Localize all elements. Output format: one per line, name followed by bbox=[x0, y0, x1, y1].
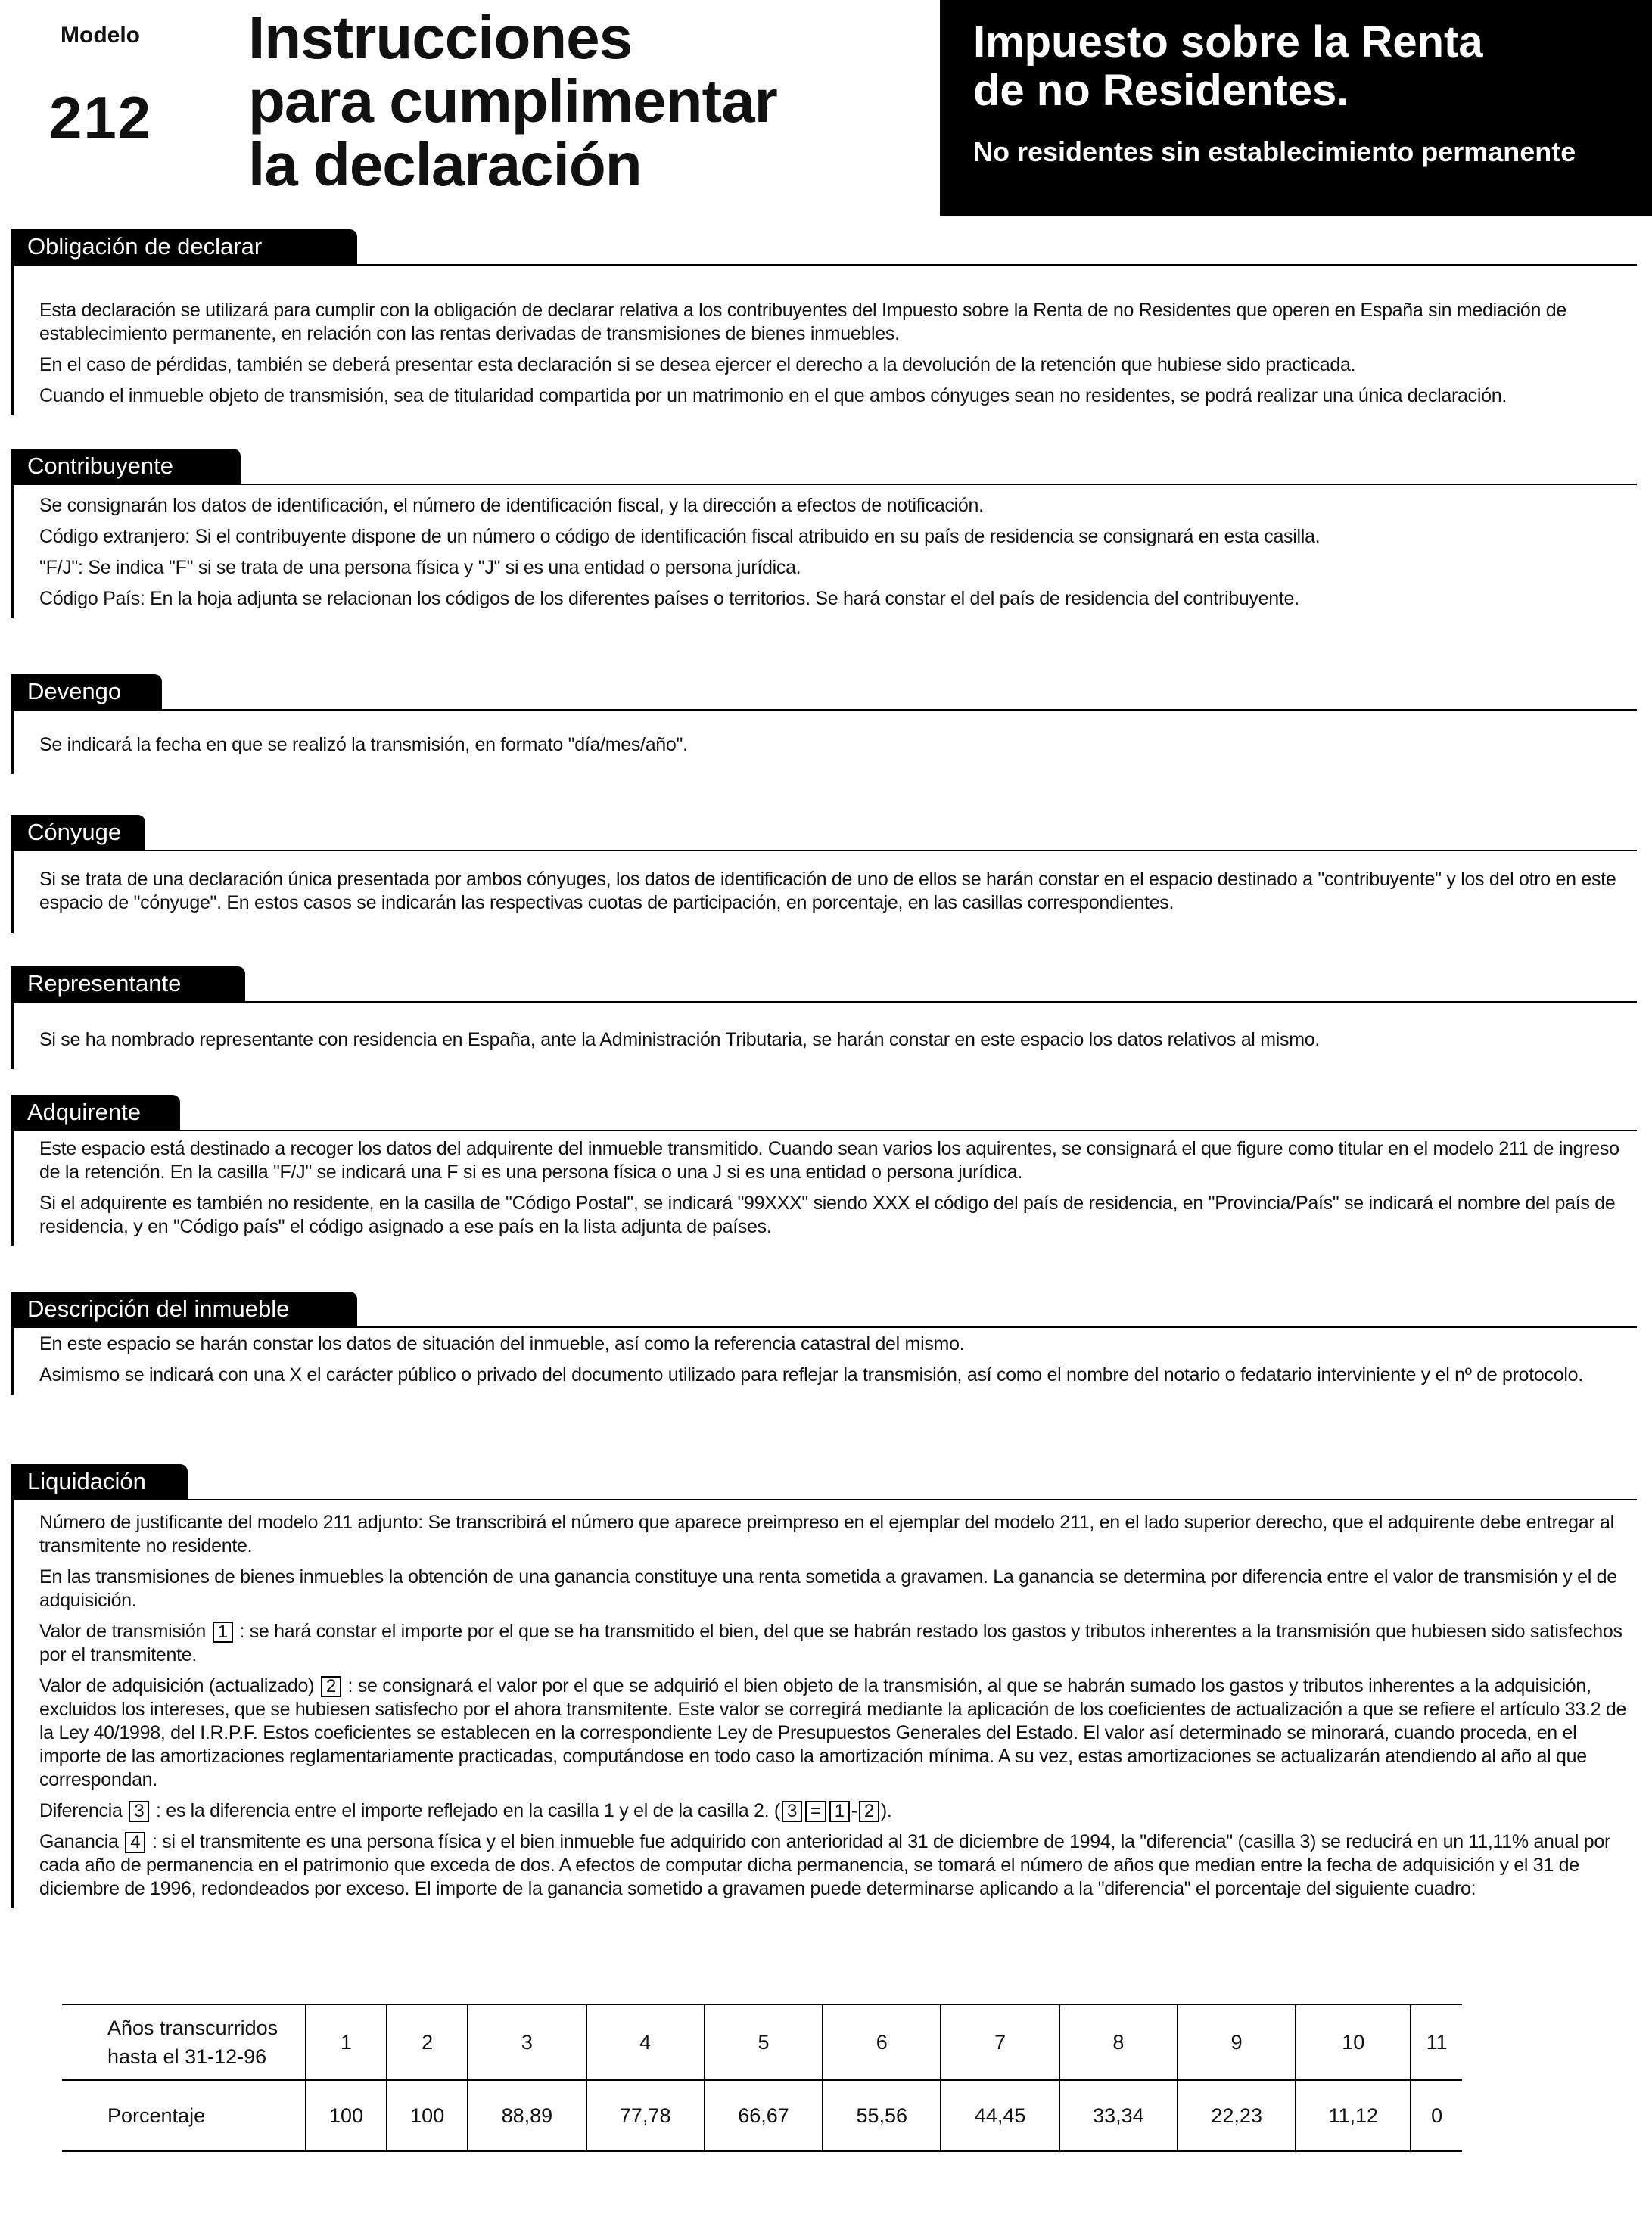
section-title: Obligación de declarar bbox=[11, 229, 357, 264]
paragraph: Este espacio está destinado a recoger los datos del adquirente del inmueble transmitido. Cuando sean varios los aquirentes, se consignará el que figure como titular en el modelo 211 de ingreso de la retención. En la casilla "F/J" se indicará una F si es una persona física o una J si es una entidad o persona jurídica. bbox=[39, 1138, 1619, 1183]
year-cell: 5 bbox=[705, 2004, 823, 2080]
year-cell: 8 bbox=[1059, 2004, 1178, 2080]
paragraph: En las transmisiones de bienes inmuebles la obtención de una ganancia constituye una renta sometida a gravamen. La ganancia se determina por diferencia entre el valor de transmisión y el de adquisición. bbox=[39, 1566, 1617, 1611]
year-cell: 7 bbox=[941, 2004, 1059, 2080]
year-cell: 11 bbox=[1411, 2004, 1462, 2080]
section-body bbox=[11, 264, 1637, 415]
formula-text: . ( bbox=[764, 1800, 780, 1821]
table-row bbox=[62, 2080, 1462, 2151]
modelo-number: 212 bbox=[49, 84, 153, 151]
tax-subtitle: No residentes sin establecimiento permanente bbox=[973, 136, 1576, 167]
casilla-box: 1 bbox=[213, 1622, 233, 1643]
paragraph: Código extranjero: Si el contribuyente dispone de un número o código de identificación fiscal atribuido en su país de residencia se consignará en esta casilla. bbox=[39, 526, 1321, 547]
formula-operator: = bbox=[805, 1801, 826, 1822]
paragraph: "F/J": Se indica "F" si se trata de una persona física y "J" si es una entidad o persona jurídica. bbox=[39, 557, 801, 578]
tax-title-box bbox=[940, 0, 1652, 216]
formula-text: ). bbox=[880, 1800, 892, 1821]
model-block bbox=[0, 0, 227, 216]
section-body bbox=[11, 850, 1637, 933]
percent-cell: 55,56 bbox=[823, 2080, 941, 2151]
percent-cell: 0 bbox=[1411, 2080, 1462, 2151]
section-inmueble bbox=[0, 1292, 1652, 1435]
section-title: Contribuyente bbox=[11, 449, 241, 484]
section-conyuge bbox=[0, 815, 1652, 936]
percent-cell: 22,23 bbox=[1178, 2080, 1296, 2151]
tax-title bbox=[973, 18, 1483, 115]
term-label: Valor de adquisición (actualizado) bbox=[39, 1675, 315, 1696]
paragraph: Código País: En la hoja adjunta se relacionan los códigos de los diferentes países o territorios. Se hará constar el del país de residencia del contribuyente. bbox=[39, 588, 1299, 609]
casilla-box: 3 bbox=[782, 1801, 802, 1822]
percent-cell: 77,78 bbox=[586, 2080, 705, 2151]
percent-cell: 44,45 bbox=[941, 2080, 1059, 2151]
row-header-line: hasta el 31-12-96 bbox=[107, 2045, 267, 2068]
percent-cell: 11,12 bbox=[1296, 2080, 1411, 2151]
casilla-ref: 2 bbox=[754, 1800, 764, 1821]
section-title: Representante bbox=[11, 966, 245, 1001]
year-cell: 2 bbox=[387, 2004, 468, 2080]
year-cell: 6 bbox=[823, 2004, 941, 2080]
section-body bbox=[11, 1130, 1637, 1246]
percent-cell: 88,89 bbox=[468, 2080, 586, 2151]
paragraph: Se consignarán los datos de identificación, el número de identificación fiscal, y la dirección a efectos de notificación. bbox=[39, 495, 984, 516]
row-header bbox=[62, 2004, 306, 2080]
section-title: Devengo bbox=[11, 674, 162, 709]
casilla-box: 3 bbox=[129, 1801, 149, 1822]
section-title: Liquidación bbox=[11, 1464, 188, 1499]
valor-adquisicion-paragraph bbox=[39, 1675, 1629, 1792]
casilla-box: 1 bbox=[829, 1801, 850, 1822]
paragraph: Se indicará la fecha en que se realizó la transmisión, en formato "día/mes/año". bbox=[39, 734, 688, 755]
ganancia-paragraph bbox=[39, 1830, 1629, 1901]
term-text: : se hará constar el importe por el que se ha transmitido el bien, del que se habrán restado los gastos y tributos inherentes a la transmisión que hubiesen sido satisfechos por el transmitente. bbox=[39, 1621, 1622, 1665]
title-line: Instrucciones bbox=[248, 4, 633, 71]
term-label: Valor de transmisión bbox=[39, 1621, 207, 1642]
section-obligacion bbox=[0, 229, 1652, 418]
tax-title-line: Impuesto sobre la Renta bbox=[973, 17, 1483, 67]
term-label: Diferencia bbox=[39, 1800, 123, 1821]
casilla-box: 2 bbox=[859, 1801, 879, 1822]
year-cell: 10 bbox=[1296, 2004, 1411, 2080]
section-title: Cónyuge bbox=[11, 815, 145, 850]
modelo-label: Modelo bbox=[61, 23, 140, 48]
section-title: Adquirente bbox=[11, 1095, 180, 1130]
paragraph: Si se ha nombrado representante con residencia en España, ante la Administración Tributaria, se harán constar en este espacio los datos relativos al mismo. bbox=[39, 1029, 1320, 1050]
section-body bbox=[11, 1001, 1637, 1069]
percent-cell: 100 bbox=[306, 2080, 387, 2151]
percent-cell: 33,34 bbox=[1059, 2080, 1178, 2151]
section-body bbox=[11, 1326, 1637, 1395]
paragraph: Número de justificante del modelo 211 adjunto: Se transcribirá el número que aparece preimpreso en el ejemplar del modelo 211, en el lado superior derecho, que el adquirente debe entregar al transmitente no residente. bbox=[39, 1512, 1614, 1556]
formula-operator: - bbox=[851, 1800, 857, 1821]
term-text: : es la diferencia entre el importe reflejado en la casilla bbox=[155, 1800, 599, 1821]
percent-cell: 66,67 bbox=[705, 2080, 823, 2151]
tax-title-line: de no Residentes. bbox=[973, 66, 1349, 115]
section-devengo bbox=[0, 674, 1652, 788]
year-cell: 1 bbox=[306, 2004, 387, 2080]
diferencia-paragraph bbox=[39, 1799, 1629, 1823]
paragraph: En este espacio se harán constar los datos de situación del inmueble, así como la referencia catastral del mismo. bbox=[39, 1333, 965, 1354]
term-text: : si el transmitente es una persona física y el bien inmueble fue adquirido con anterioridad al 31 de diciembre de 1994, la "diferencia" (casilla 3) se reducirá en un 11,11% anual por cada año de permanencia en el patrimonio que exceda de dos. A efectos de computar dicha permanencia, se tomará el número de años que median entre la fecha de adquisición y el 31 de diciembre de 1996, redondeados por exceso. El importe de la ganancia sometido a gravamen puede determinarse aplicando a la "diferencia" el porcentaje del siguiente cuadro: bbox=[39, 1831, 1610, 1899]
casilla-box: 4 bbox=[125, 1832, 145, 1853]
paragraph: Asimismo se indicará con una X el carácter público o privado del documento utilizado para reflejar la transmisión, así como el nombre del notario o fedatario interviniente y el nº de protocolo. bbox=[39, 1364, 1583, 1385]
paragraph: Si el adquirente es también no residente, en la casilla de "Código Postal", se indicará "99XXX" siendo XXX el código del país de residencia, en "Provincia/País" se indicará el nombre del país de residencia, y en "Código país" el código asignado a ese país en la lista adjunta de países. bbox=[39, 1193, 1616, 1237]
page-title bbox=[248, 6, 929, 197]
paragraph: Esta declaración se utilizará para cumplir con la obligación de declarar relativa a los contribuyentes del Impuesto sobre la Renta de no Residentes que operen en España sin mediación de establecimiento permanente, en relación con las rentas derivadas de transmisiones de bienes inmuebles. bbox=[39, 300, 1566, 344]
year-cell: 4 bbox=[586, 2004, 705, 2080]
valor-transmision-paragraph bbox=[39, 1620, 1629, 1667]
percentage-table bbox=[62, 2004, 1462, 2152]
section-representante bbox=[0, 966, 1652, 1080]
year-cell: 9 bbox=[1178, 2004, 1296, 2080]
title-line: para cumplimentar bbox=[248, 67, 777, 135]
term-label: Ganancia bbox=[39, 1831, 119, 1852]
section-body bbox=[11, 484, 1637, 618]
title-line: la declaración bbox=[248, 131, 642, 198]
section-liquidacion bbox=[0, 1464, 1652, 1994]
year-cell: 3 bbox=[468, 2004, 586, 2080]
casilla-ref: 1 bbox=[604, 1800, 614, 1821]
percent-cell: 100 bbox=[387, 2080, 468, 2151]
row-header: Porcentaje bbox=[62, 2080, 306, 2151]
row-header-line: Años transcurridos bbox=[107, 2017, 278, 2039]
casilla-box: 2 bbox=[321, 1676, 341, 1697]
section-adquirente bbox=[0, 1095, 1652, 1277]
section-contribuyente bbox=[0, 449, 1652, 623]
term-text: : se consignará el valor por el que se adquirió el bien objeto de la transmisión, al que se habrán sumado los gastos y tributos inherentes a la adquisición, excluidos los intereses, que se hubiesen satisfecho por el ahora transmitente. Este valor se corregirá mediante la aplicación de los coeficientes de actualización a que se refiere el artículo 33.2 de la Ley 40/1998, del I.R.P.F. Estos coeficientes se establecen en la correspondiente Ley de Presupuestos Generales del Estado. El valor así determinado se minorará, cuando proceda, en el importe de las amortizaciones reglamentariamente practicadas, computándose en todo caso la amortización mínima. A su vez, estas amortizaciones se actualizarán atendiendo al año al que correspondan. bbox=[39, 1675, 1627, 1790]
section-title: Descripción del inmueble bbox=[11, 1292, 357, 1326]
term-text: y el de la casilla bbox=[619, 1800, 749, 1821]
table-row bbox=[62, 2004, 1462, 2080]
paragraph: Si se trata de una declaración única presentada por ambos cónyuges, los datos de identificación de uno de ellos se harán constar en el espacio destinado a "contribuyente" y los del otro en este espacio de "cónyuge". En estos casos se indicarán las respectivas cuotas de participación, en porcentaje, en las casillas correspondientes. bbox=[39, 869, 1616, 913]
section-body bbox=[11, 709, 1637, 774]
paragraph: En el caso de pérdidas, también se deberá presentar esta declaración si se desea ejercer el derecho a la devolución de la retención que hubiese sido practicada. bbox=[39, 354, 1356, 375]
paragraph: Cuando el inmueble objeto de transmisión, sea de titularidad compartida por un matrimonio en el que ambos cónyuges sean no residentes, se podrá realizar una única declaración. bbox=[39, 385, 1507, 406]
section-body bbox=[11, 1499, 1637, 1908]
